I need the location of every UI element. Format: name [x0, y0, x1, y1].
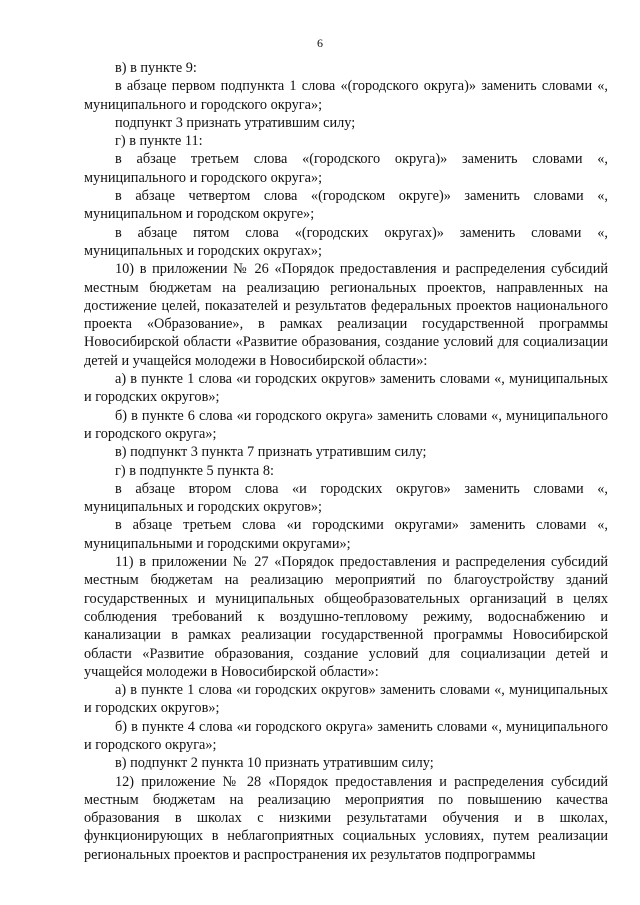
paragraph: в) подпункт 3 пункта 7 признать утратившим силу; [115, 444, 427, 461]
paragraph: б) в пункте 6 слова «и городского округа» заменить словами «, муниципального и городского округа»; [84, 407, 608, 442]
page-number: 6 [317, 36, 323, 50]
paragraph: подпункт 3 признать утратившим силу; [115, 114, 356, 131]
paragraph: в абзаце первом подпункта 1 слова «(городского округа)» заменить словами «, муниципального и городского округа»; [84, 78, 608, 113]
paragraph: г) в подпункте 5 пункта 8: [115, 462, 274, 479]
paragraph: 12) приложение № 28 «Порядок предоставления и распределения субсидий местным бюджетам на реализацию мероприятия по повышению качества образования в школах с низкими результатами обучения и в школах, функционирующих в неблагоприятных социальных условиях, путем реализации региональных проектов и распространения их результатов подпрограммы [84, 773, 608, 863]
paragraph: в абзаце третьем слова «и городскими округами» заменить словами «, муниципальными и городскими округами»; [84, 517, 608, 552]
paragraph: в абзаце втором слова «и городских округов» заменить словами «, муниципальных и городских округов»; [84, 480, 608, 516]
paragraph: б) в пункте 4 слова «и городского округа» заменить словами «, муниципального и городского округа»; [84, 718, 608, 753]
paragraph: в) в пункте 9: [115, 60, 197, 76]
paragraph: г) в пункте 11: [115, 133, 203, 150]
document-body [84, 59, 608, 864]
paragraph: в абзаце третьем слова «(городского округа)» заменить словами «, муниципального и городского округа»; [84, 151, 608, 186]
paragraph: 11) в приложении № 27 «Порядок предоставления и распределения субсидий местным бюджетам на реализацию мероприятий по благоустройству зданий государственных и муниципальных общеобразовательных организаций в целях соблюдения требований к воздушно-тепловому режиму, водоснабжению и канализации в рамках реализации государственной программы Новосибирской области «Развитие образования, создание условий для социализации детей и учащейся молодежи в Новосибирской области»: [84, 554, 608, 680]
paragraph: а) в пункте 1 слова «и городских округов» заменить словами «, муниципальных и городских округов»; [84, 371, 608, 406]
paragraph: в абзаце четвертом слова «(городском округе)» заменить словами «, муниципальном и городском округе»; [84, 188, 608, 223]
paragraph: в абзаце пятом слова «(городских округах)» заменить словами «, муниципальных и городских округах»; [84, 224, 608, 259]
paragraph: в) подпункт 2 пункта 10 признать утратившим силу; [115, 755, 434, 772]
paragraph: 10) в приложении № 26 «Порядок предоставления и распределения субсидий местным бюджетам на реализацию региональных проектов, направленных на достижение целей, показателей и результатов федеральных проектов национального проекта «Образование», в рамках реализации государственной программы Новосибирской области «Развитие образования, создание условий для социализации детей и учащейся молодежи в Новосибирской области»: [84, 261, 608, 369]
paragraph: а) в пункте 1 слова «и городских округов» заменить словами «, муниципальных и городских округов»; [84, 682, 608, 717]
